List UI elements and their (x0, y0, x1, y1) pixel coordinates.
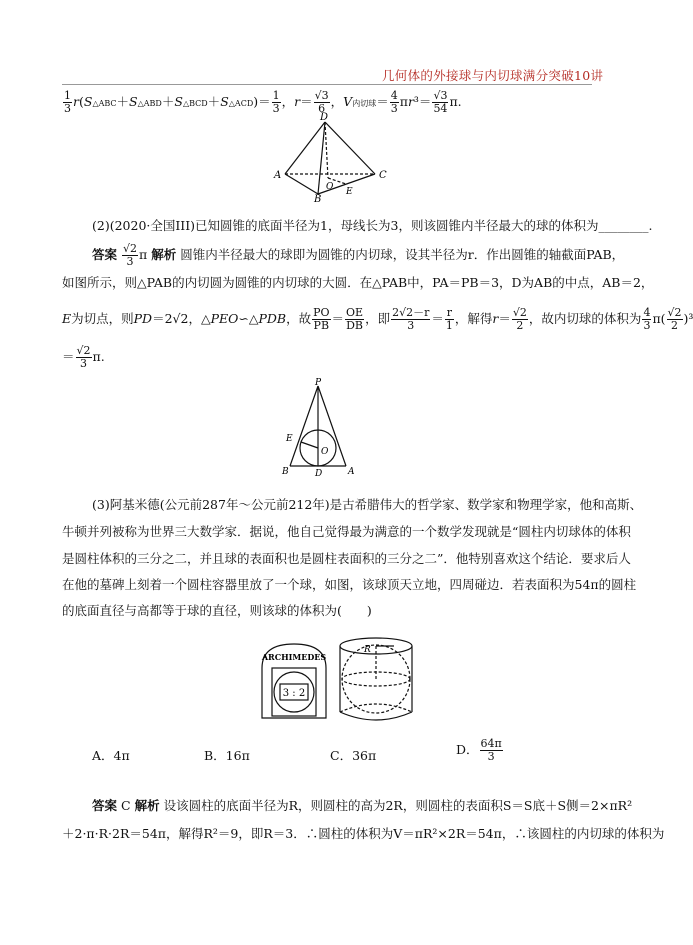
analysis-label: 解析 (151, 247, 177, 262)
archimedes-tomb-figure (258, 640, 330, 720)
label-a: A (348, 467, 355, 477)
analysis-label: 解析 (134, 798, 160, 813)
label-r: R (364, 645, 371, 655)
problem-3-line-2: 牛顿并列被称为世界三大数学家．据说，他自己觉得最为满意的一个数学发现就是“圆柱内切球体的体积 (62, 524, 631, 539)
problem-3-line-1: (3)阿基米德(公元前287年～公元前212年)是古希腊伟大的哲学家、数学家和物理学家，他和高斯、 (92, 497, 643, 512)
fraction-one-third: $\frac{1}{3}$ (64, 89, 71, 115)
label-c: C (379, 170, 387, 181)
label-e: E (346, 187, 353, 197)
problem-3-answer-line (92, 798, 632, 814)
analysis-line-1: 圆锥内半径最大的球即为圆锥的内切球，设其半径为r．作出圆锥的轴截面PAB， (180, 247, 625, 262)
cone-section-figure (278, 378, 368, 478)
label-d: D (315, 469, 323, 479)
option-a: A．4π (92, 748, 130, 763)
tomb-label: ARCHIMEDES (261, 652, 327, 662)
header-rule (62, 84, 592, 85)
answer-label: 答案 (92, 247, 118, 262)
problem-2-stem: (2)(2020·全国III)已知圆锥的底面半径为1，母线长为3，则该圆锥内半径最大的球的体积为________. (92, 218, 653, 233)
cylinder-sphere-figure (334, 636, 418, 724)
answer-label: 答案 (92, 798, 118, 813)
page-header: 几何体的外接球与内切球满分突破10讲 (382, 68, 604, 83)
option-b: B．16π (204, 748, 250, 763)
formula-line-1: $\frac{1}{3}$ r(S△ABC＋S△ABD＋S△BCD＋S△ACD)＝ $\frac{1}{3}$ ，r＝ $\frac{√3}{6}$ ，V内切球＝ $\frac{4}{3}$ πr³＝ $\frac{√3}{54}$ π. (64, 89, 462, 115)
label-o: O (321, 447, 329, 457)
label-b: B (282, 467, 289, 477)
problem-3-line-4: 在他的墓碑上刻着一个圆柱容器里放了一个球，如图，该球顶天立地，四周碰边．若表面积为54π的圆柱 (62, 577, 637, 592)
analysis-line-1: 设该圆柱的底面半径为R，则圆柱的高为2R，则圆柱的表面积S＝S底＋S侧＝2×πR² (163, 798, 633, 813)
label-o: O (326, 182, 334, 192)
tomb-ratio: 3 : 2 (282, 688, 306, 699)
tetrahedron-figure (270, 112, 400, 205)
label-e: E (286, 434, 293, 444)
option-c: C．36π (330, 748, 377, 763)
problem-2-answer-line: 答案 $\frac{√2}{3}$ π 解析 圆锥内半径最大的球即为圆锥的内切球，设其半径为r．作出圆锥的轴截面PAB， (92, 242, 625, 268)
label-d: D (320, 112, 329, 123)
analysis-line-4: ＝ $\frac{√2}{3}$ π. (62, 344, 105, 370)
label-p: P (315, 378, 322, 388)
analysis-line-2: ＋2·π·R·2R＝54π，解得R²＝9，即R＝3．∴圆柱的体积为V＝πR²×2R＝54π，∴该圆柱的内切球的体积为 (62, 826, 665, 841)
analysis-line-3: E为切点，则PD＝2√2，△PEO∽△PDB，故 $\frac{PO}{PB}$ ＝ $\frac{OE}{DB}$ ，即 $\frac{2√2-r}{3}$ ＝ $\frac{r}{1}$ ，解得r＝ $\frac{√2}{2}$ ，故内切球的体积为 $\frac{4}{3}$ π( $\frac{√2}{2}$ )³ (62, 306, 693, 332)
analysis-line-2: 如图所示，则△PAB的内切圆为圆锥的内切球的大圆．在△PAB中，PA＝PB＝3，D为AB的中点，AB＝2， (62, 275, 654, 290)
problem-3-line-5: 的底面直径与高都等于球的直径，则该球的体积为( ) (62, 603, 372, 618)
problem-3-line-3: 是圆柱体积的三分之二，并且球的表面积也是圆柱表面积的三分之二”．他特别喜欢这个结论．要求后人 (62, 551, 631, 566)
answer-value: C (121, 798, 131, 813)
label-a: A (274, 170, 282, 181)
option-d: D． $\frac{64\pi}{3}$ (456, 737, 502, 763)
label-b: B (314, 194, 322, 205)
answer-value: $\frac{√2}{3}$ (123, 242, 138, 268)
